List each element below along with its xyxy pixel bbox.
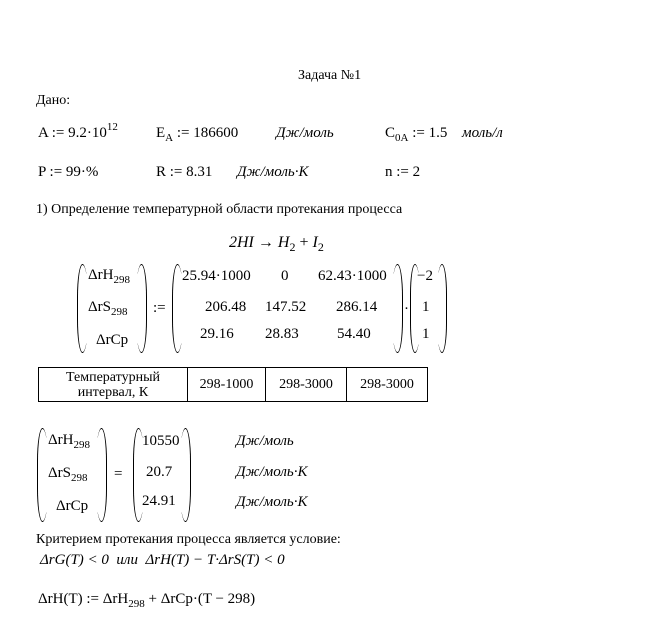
reaction-product-2: I bbox=[312, 234, 318, 251]
matrix-cell: 54.40 bbox=[337, 326, 371, 342]
given-A bbox=[38, 121, 118, 142]
table-cell: 298-3000 bbox=[266, 368, 347, 402]
table-cell: 298-1000 bbox=[188, 368, 266, 402]
table-cell: 298-3000 bbox=[347, 368, 428, 402]
result-dS-sub: 298 bbox=[70, 472, 88, 484]
vector-left-paren bbox=[77, 264, 88, 353]
matrix-cell: 286.14 bbox=[336, 299, 378, 315]
assign-operator: := bbox=[153, 300, 166, 316]
dot-operator: · bbox=[404, 301, 409, 317]
result-vector-dH bbox=[48, 432, 90, 449]
reaction-plus: + bbox=[299, 234, 309, 251]
reaction-product-1-sub: 2 bbox=[289, 240, 296, 254]
table-row bbox=[39, 368, 428, 402]
result-vector-dS bbox=[48, 465, 87, 482]
matrix-cell: 25.94·1000 bbox=[182, 268, 251, 284]
final-formula bbox=[38, 591, 255, 608]
coeff-cell: 1 bbox=[422, 299, 430, 315]
given-R-unit: Дж/моль·К bbox=[237, 164, 309, 180]
given-label: Дано: bbox=[36, 93, 71, 108]
matrix-cell: 28.83 bbox=[265, 326, 299, 342]
coeff-cell: 1 bbox=[422, 326, 430, 342]
matrix-cell: 62.43·1000 bbox=[318, 268, 387, 284]
vector-right-paren bbox=[136, 264, 147, 353]
section1-heading: 1) Определение температурной области протекания процесса bbox=[36, 202, 403, 217]
matrix-cell: 0 bbox=[281, 268, 289, 284]
given-R: R := 8.31 bbox=[156, 164, 213, 180]
final-formula-rhs: + ΔrCp·(T − 298) bbox=[144, 591, 256, 607]
given-C0-sub: 0A bbox=[395, 132, 409, 144]
result-dH-sub: 298 bbox=[73, 439, 90, 451]
equals-operator: = bbox=[114, 466, 123, 482]
given-P: P := 99·% bbox=[38, 164, 99, 180]
given-C0-unit: моль/л bbox=[462, 125, 503, 141]
vector-dCp: ΔrCp bbox=[96, 332, 129, 348]
result-values-right-paren bbox=[180, 428, 191, 522]
reaction-product-2-sub: 2 bbox=[317, 240, 324, 254]
result-unit: Дж/моль·К bbox=[236, 494, 308, 510]
matrix-cell: 206.48 bbox=[205, 299, 247, 315]
vector-dH-sub: 298 bbox=[113, 274, 130, 286]
reaction-arrow: → bbox=[257, 234, 274, 251]
criterion-text: Критерием протекания процесса является условие: bbox=[36, 532, 341, 547]
result-dH-main: ΔrH bbox=[48, 432, 74, 448]
given-C0-symbol: C bbox=[385, 125, 396, 141]
result-unit: Дж/моль bbox=[236, 433, 294, 449]
final-formula-sub: 298 bbox=[128, 598, 145, 610]
given-C0 bbox=[385, 125, 447, 142]
result-value: 10550 bbox=[142, 433, 180, 449]
vector-dS bbox=[88, 299, 127, 316]
result-dS-main: ΔrS bbox=[48, 465, 71, 481]
reaction-equation bbox=[229, 234, 324, 252]
given-E-sub: A bbox=[165, 132, 174, 144]
given-A-text: A := 9.2·10 bbox=[38, 125, 107, 141]
result-vector-right-paren bbox=[96, 428, 107, 522]
given-C0-value: := 1.5 bbox=[408, 125, 448, 141]
result-value: 20.7 bbox=[146, 464, 173, 480]
given-E-value: := 186600 bbox=[173, 125, 239, 141]
vector-dH-main: ΔrH bbox=[88, 267, 114, 283]
table-header-cell bbox=[39, 368, 188, 402]
vector-dH bbox=[88, 267, 130, 284]
result-value: 24.91 bbox=[142, 493, 176, 509]
given-E bbox=[156, 125, 238, 142]
coeff-right-paren bbox=[437, 264, 447, 353]
given-A-exponent: 12 bbox=[106, 121, 118, 133]
given-E-unit: Дж/моль bbox=[276, 125, 334, 141]
matrix-right-paren bbox=[392, 264, 403, 353]
final-formula-lhs: ΔrH(T) := ΔrH bbox=[38, 591, 129, 607]
result-unit: Дж/моль·К bbox=[236, 464, 308, 480]
reaction-product-1: H bbox=[277, 234, 290, 251]
given-n: n := 2 bbox=[385, 164, 421, 180]
vector-dS-main: ΔrS bbox=[88, 299, 111, 315]
vector-dS-sub: 298 bbox=[110, 306, 128, 318]
interval-table bbox=[38, 367, 428, 402]
matrix-cell: 29.16 bbox=[200, 326, 234, 342]
criterion-formula: ΔrG(T) < 0 или ΔrH(T) − T·ΔrS(T) < 0 bbox=[40, 552, 285, 568]
coeff-cell: −2 bbox=[417, 268, 433, 284]
result-vector-dCp: ΔrCp bbox=[56, 498, 89, 514]
task-title: Задача №1 bbox=[298, 68, 362, 83]
table-header-line1: Температурный bbox=[66, 369, 160, 385]
matrix-cell: 147.52 bbox=[265, 299, 307, 315]
reaction-reactant: 2HI bbox=[229, 234, 254, 251]
given-E-symbol: E bbox=[156, 125, 166, 141]
result-vector-left-paren bbox=[37, 428, 48, 522]
table-header-line2: интервал, К bbox=[77, 384, 149, 400]
